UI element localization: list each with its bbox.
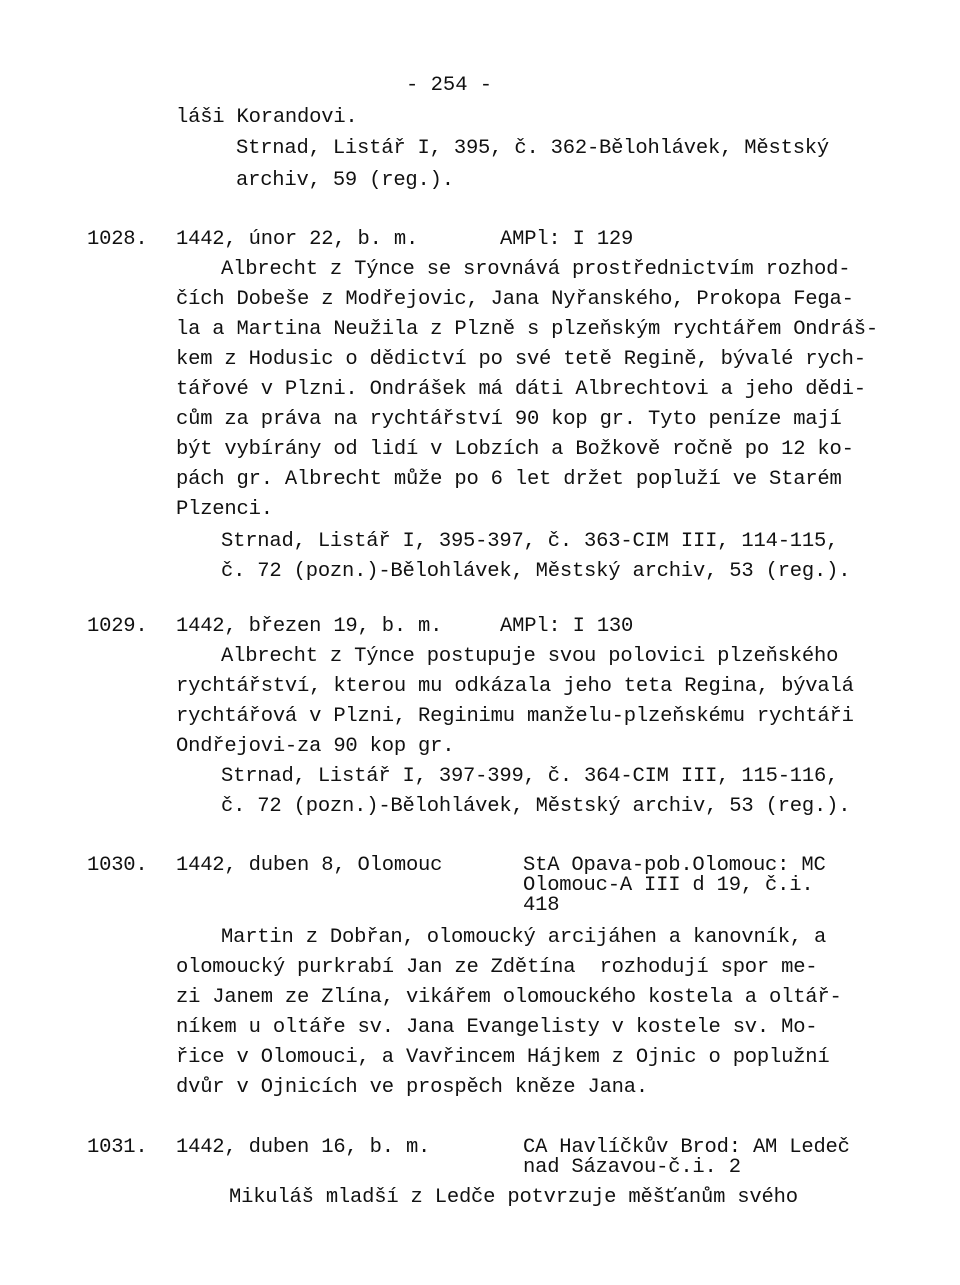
entry-reference-line: č. 72 (pozn.)-Bělohlávek, Městský archiv, 53 (reg.). <box>221 560 851 583</box>
entry-text-line: pách gr. Albrecht může po 6 let držet popluží ve Starém <box>176 468 842 491</box>
entry-date: 1442, duben 16, b. m. <box>176 1136 431 1159</box>
entry-reference-line: č. 72 (pozn.)-Bělohlávek, Městský archiv, 53 (reg.). <box>221 795 851 818</box>
entry-text-line: čích Dobeše z Modřejovic, Jana Nyřanského, Prokopa Fega- <box>176 288 854 311</box>
entry-number: 1030. <box>87 854 148 877</box>
entry-number: 1029. <box>87 615 148 638</box>
entry-text-line: rychtářství, kterou mu odkázala jeho teta Regina, bývalá <box>176 675 854 698</box>
entry-number: 1031. <box>87 1136 148 1159</box>
entry-archive: AMPl: I 129 <box>500 228 634 251</box>
entry-text-line: dvůr v Ojnicích ve prospěch kněze Jana. <box>176 1076 648 1099</box>
entry-text-line: Martin z Dobřan, olomoucký arcijáhen a kanovník, a <box>221 926 827 949</box>
intro-line: láši Korandovi. <box>176 106 358 129</box>
intro-line: archiv, 59 (reg.). <box>236 169 454 192</box>
entry-reference-line: Strnad, Listář I, 395-397, č. 363-CIM III, 114-115, <box>221 530 839 553</box>
entry-archive: nad Sázavou-č.i. 2 <box>523 1156 741 1179</box>
entry-text-line: Plzenci. <box>176 498 273 521</box>
entry-archive: 418 <box>523 894 560 917</box>
entry-text-line: být vybírány od lidí v Lobzích a Božkově ročně po 12 ko- <box>176 438 854 461</box>
entry-text-line: la a Martina Neužila z Plzně s plzeňským rychtářem Ondráš- <box>176 318 878 341</box>
entry-text-line: kem z Hodusic o dědictví po své tetě Regině, bývalé rych- <box>176 348 866 371</box>
entry-text-line: řice v Olomouci, a Vavřincem Hájkem z Ojnic o poplužní <box>176 1046 830 1069</box>
entry-archive: AMPl: I 130 <box>500 615 634 638</box>
entry-text-line: tářové v Plzni. Ondrášek má dáti Albrechtovi a jeho dědi- <box>176 378 866 401</box>
entry-text-line: níkem u oltáře sv. Jana Evangelisty v kostele sv. Mo- <box>176 1016 818 1039</box>
page-number: - 254 - <box>406 74 493 97</box>
entry-text-line: rychtářová v Plzni, Reginimu manželu-plzeňskému rychtáři <box>176 705 854 728</box>
entry-text-line: Ondřejovi-za 90 kop gr. <box>176 735 455 758</box>
entry-text-line: Albrecht z Týnce se srovnává prostřednictvím rozhod- <box>221 258 851 281</box>
entry-date: 1442, únor 22, b. m. <box>176 228 419 251</box>
entry-archive: StA Opava-pob.Olomouc: MC <box>523 854 826 877</box>
entry-date: 1442, duben 8, Olomouc <box>176 854 443 877</box>
entry-reference-line: Strnad, Listář I, 397-399, č. 364-CIM III, 115-116, <box>221 765 839 788</box>
entry-text-line: Albrecht z Týnce postupuje svou polovici plzeňského <box>221 645 839 668</box>
entry-text-line: olomoucký purkrabí Jan ze Zdětína rozhodují spor me- <box>176 956 818 979</box>
entry-text-line: cům za práva na rychtářství 90 kop gr. Tyto peníze mají <box>176 408 842 431</box>
entry-archive: Olomouc-A III d 19, č.i. <box>523 874 814 897</box>
entry-archive: CA Havlíčkův Brod: AM Ledeč <box>523 1136 850 1159</box>
entry-text-line: Mikuláš mladší z Ledče potvrzuje měšťanům svého <box>229 1186 798 1209</box>
intro-line: Strnad, Listář I, 395, č. 362-Bělohlávek, Městský <box>236 137 829 160</box>
entry-date: 1442, březen 19, b. m. <box>176 615 443 638</box>
entry-text-line: zi Janem ze Zlína, vikářem olomouckého kostela a oltář- <box>176 986 842 1009</box>
entry-number: 1028. <box>87 228 148 251</box>
